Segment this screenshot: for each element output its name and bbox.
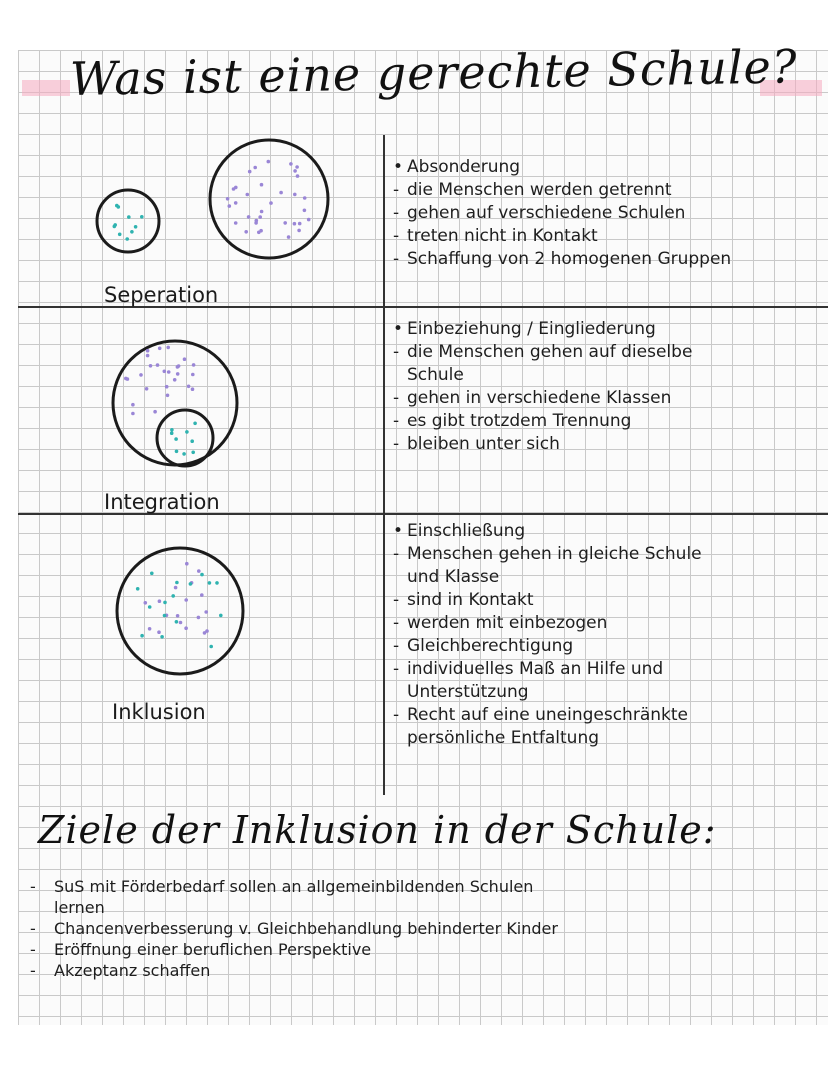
goal-item: - Chancenverbesserung v. Gleichbehandlung behinderter Kinder	[30, 918, 810, 939]
goal-item: - SuS mit Förderbedarf sollen an allgemeinbildenden Schulen	[30, 876, 810, 897]
dot	[153, 410, 157, 414]
dot	[174, 586, 178, 590]
mixed-dots	[136, 562, 223, 648]
inner-group-circle	[157, 410, 213, 466]
note-item: Unterstützung	[407, 682, 529, 702]
dot	[156, 363, 160, 367]
label-separation: Seperation	[104, 283, 219, 307]
dot	[192, 363, 196, 367]
dot	[113, 225, 117, 229]
dot	[157, 630, 161, 634]
dot	[293, 222, 297, 226]
note-item: Schule	[407, 365, 464, 385]
dot	[298, 222, 302, 226]
note-item: - treten nicht in Kontakt	[393, 225, 828, 248]
note-item: - Menschen gehen in gleiche Schule	[393, 543, 828, 566]
dot	[193, 422, 197, 426]
dot	[173, 378, 177, 382]
dot	[228, 204, 232, 208]
dot	[253, 166, 257, 170]
dot	[307, 218, 311, 222]
dot	[146, 349, 150, 353]
note-item: - die Menschen werden getrennt	[393, 179, 828, 202]
note-item: - sind in Kontakt	[393, 589, 828, 612]
dot	[160, 635, 164, 639]
dot	[297, 229, 301, 233]
teal-dots	[170, 422, 197, 456]
dot	[183, 357, 187, 361]
dot	[289, 162, 293, 166]
small-group-circle	[97, 190, 159, 252]
dot	[136, 587, 140, 591]
dot	[234, 221, 238, 225]
dot	[234, 201, 238, 205]
goals-heading: Ziele der Inklusion in der Schule:	[38, 808, 717, 852]
dot	[244, 230, 248, 234]
dot	[200, 593, 204, 597]
note-item: - werden mit einbezogen	[393, 612, 828, 635]
dot	[131, 403, 135, 407]
dot	[208, 581, 212, 585]
dot	[187, 385, 191, 389]
dot	[140, 215, 144, 219]
dot	[150, 572, 154, 576]
dot	[175, 450, 179, 454]
dot	[182, 452, 186, 456]
dot	[191, 373, 195, 377]
note-item: - es gibt trotzdem Trennung	[393, 410, 828, 433]
dot	[226, 197, 230, 201]
notes-inclusion	[393, 520, 828, 750]
dot	[197, 616, 201, 620]
dot	[279, 191, 283, 195]
dot	[140, 634, 144, 638]
dot	[295, 165, 299, 169]
dot	[179, 621, 183, 625]
dot	[146, 354, 150, 358]
dot	[184, 626, 188, 630]
goals-list	[30, 876, 810, 981]
dot	[175, 581, 179, 585]
dot	[130, 230, 134, 234]
inclusion-diagram	[117, 548, 243, 674]
outer-group-circle	[113, 341, 237, 465]
dot	[191, 451, 195, 455]
dot	[163, 614, 167, 618]
dot	[203, 631, 207, 635]
note-item: - die Menschen gehen auf dieselbe	[393, 341, 828, 364]
dot	[269, 201, 273, 205]
dot	[167, 370, 171, 374]
dot	[158, 347, 162, 351]
dot	[149, 364, 153, 368]
dot	[166, 394, 170, 398]
dot	[184, 598, 188, 602]
note-item: • Einschließung	[393, 520, 828, 543]
dot	[209, 645, 213, 649]
dot	[296, 174, 300, 178]
separation-diagram	[97, 140, 328, 258]
dot	[197, 569, 201, 573]
note-item: - bleiben unter sich	[393, 433, 828, 456]
dot	[293, 193, 297, 197]
note-item: - gehen in verschiedene Klassen	[393, 387, 828, 410]
dot	[148, 605, 152, 609]
goal-item: - Akzeptanz schaffen	[30, 960, 810, 981]
note-item: - individuelles Maß an Hilfe und	[393, 658, 828, 681]
dot	[287, 235, 291, 239]
dot	[170, 428, 174, 432]
dot	[134, 225, 138, 229]
dot	[148, 627, 152, 631]
note-item: - Schaffung von 2 homogenen Gruppen	[393, 248, 828, 271]
dot	[170, 431, 174, 435]
dot	[118, 233, 122, 237]
dot	[234, 186, 238, 190]
dot	[176, 614, 180, 618]
dot	[158, 599, 162, 603]
dot	[166, 346, 170, 350]
dot	[259, 229, 263, 233]
dot	[144, 601, 148, 605]
dot	[258, 215, 262, 219]
note-item: • Einbeziehung / Eingliederung	[393, 318, 828, 341]
note-item: - Recht auf eine uneingeschränkte	[393, 704, 828, 727]
teal-dots	[113, 204, 144, 241]
dot	[174, 437, 178, 441]
note-item: - gehen auf verschiedene Schulen	[393, 202, 828, 225]
dot	[200, 573, 204, 577]
dot	[303, 209, 307, 213]
dot	[163, 601, 167, 605]
dot	[163, 370, 167, 374]
dot	[303, 196, 307, 200]
integration-diagram	[113, 341, 237, 466]
dot	[131, 412, 135, 416]
goal-item: lernen	[54, 898, 105, 917]
dot	[189, 582, 193, 586]
dot	[165, 385, 169, 389]
note-item: • Absonderung	[393, 156, 828, 179]
label-inclusion: Inklusion	[112, 700, 206, 724]
goal-item: - Eröffnung einer beruflichen Perspektive	[30, 939, 810, 960]
dot	[204, 610, 208, 614]
notes-separation	[393, 156, 828, 271]
dot	[190, 439, 194, 443]
note-item: persönliche Entfaltung	[407, 728, 600, 748]
dot	[125, 237, 129, 241]
dot	[139, 373, 143, 377]
dot	[267, 160, 271, 164]
dot	[254, 221, 258, 225]
dot	[191, 387, 195, 391]
dot	[248, 170, 252, 174]
dot	[215, 581, 219, 585]
dot	[246, 193, 250, 197]
dot	[247, 215, 251, 219]
page-title: Was ist eine gerechte Schule?	[69, 39, 798, 106]
dot	[185, 562, 189, 566]
purple-dots	[226, 160, 311, 239]
shared-group-circle	[117, 548, 243, 674]
dot	[127, 215, 131, 219]
dot	[175, 620, 179, 624]
note-item: - Gleichberechtigung	[393, 635, 828, 658]
dot	[293, 169, 297, 173]
dot	[117, 205, 121, 209]
dot	[171, 594, 175, 598]
dot	[283, 221, 287, 225]
dot	[260, 183, 264, 187]
notes-integration	[393, 318, 828, 456]
note-item: und Klasse	[407, 567, 500, 587]
dot	[219, 614, 223, 618]
dot	[145, 387, 149, 391]
dot	[260, 210, 264, 214]
dot	[185, 430, 189, 434]
label-integration: Integration	[104, 490, 220, 514]
dot	[177, 364, 181, 368]
dot	[124, 377, 128, 381]
dot	[176, 372, 180, 376]
